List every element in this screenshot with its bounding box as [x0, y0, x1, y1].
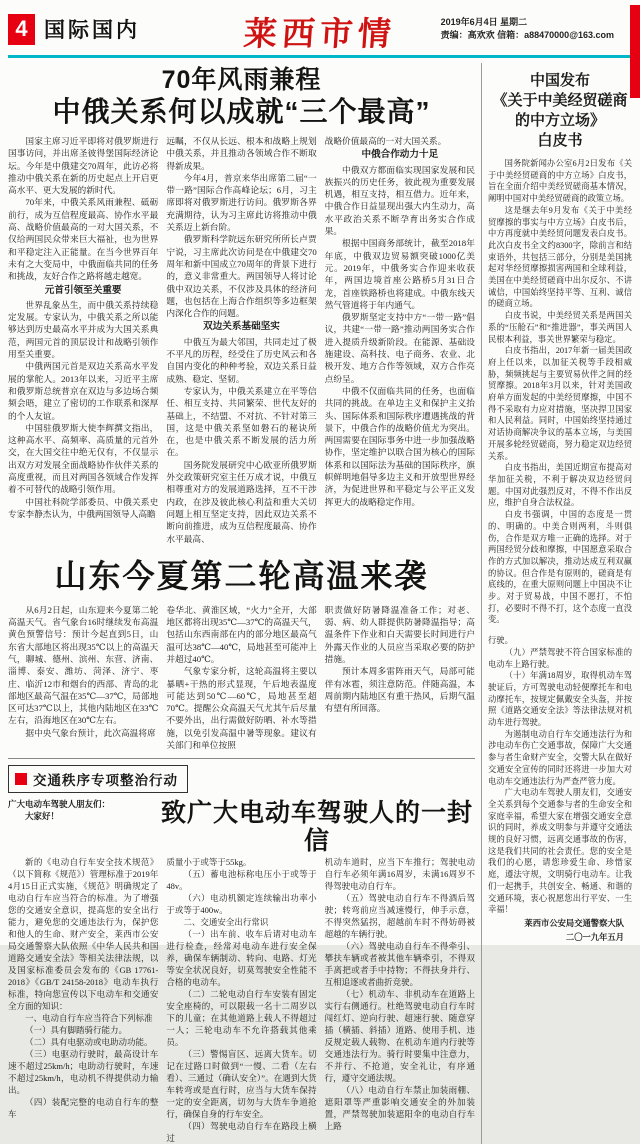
right-column-area	[482, 63, 632, 1144]
paragraph: 质量小于或等于55kg。	[166, 857, 252, 868]
subhead: 双边关系基础坚实	[203, 321, 280, 333]
greeting-line: 大家好！	[25, 811, 60, 822]
paragraph: （十）年满18周岁，取得机动车驾驶证后，方可驾驶电动轻便摩托车和电动摩托车，按规定佩戴安全头盔，并按照《道路交通安全法》等法律法规对机动车进行驾驶。	[488, 671, 632, 728]
article-china-russia-headline	[8, 65, 475, 128]
paragraph: 专家认为，中俄关系建立在平等信任、相互支持、共同繁荣、世代友好的基础上，不结盟、不对抗、不针对第三国，这是中俄关系坚如磐石的秘诀所在，也是中俄关系不断发展的活力所在。	[166, 385, 317, 458]
paragraph: 国家主席习近平即将对俄罗斯进行国事访问，并出席圣彼得堡国际经济论坛。今年是中俄建交70周年，此访必将推动中俄关系在新的历史起点上开启更高水平、更大发展的新时代。	[8, 136, 159, 196]
paragraph: 中俄双方都面临实现国家发展和民族振兴的历史任务，彼此视为重要发展机遇，相互支持，相互借力。近年来，中俄合作日益显现出强大内生动力，高水平政治关系不断孕育出务实合作成果。	[324, 164, 475, 237]
paragraph: 中俄不仅面临共同的任务，也面临共同的挑战。在单边主义和保护主义抬头、国际体系和国际秩序遭遇挑战的背景下，中俄合作的战略价值尤为突出。两国需要在国际事务中进一步加强战略协作，坚定维护以联合国为核心的国际体系和以国际法为基础的国际秩序，旗帜鲜明地倡导多边主义和开放型世界经济，为促进世界和平稳定与公平正义发挥更大的战略稳定作用。	[324, 385, 475, 507]
paragraph: （一）具有脚踏骑行能力。	[25, 1025, 128, 1036]
date-line: 2019年6月4日 星期二	[440, 17, 528, 27]
text-column	[8, 604, 158, 752]
paragraph: 白皮书指出，2017年新一届美国政府上任以来，以加征关税等手段相威胁，频频挑起与主要贸易伙伴之间的经贸摩擦。2018年3月以来，针对美国政府单方面发起的中美经贸摩擦，中国不得不采取有力应对措施，坚决捍卫国家和人民利益。同时，中国始终坚持通过对话协商解决争议的基本立场，与美国开展多轮经贸磋商，努力稳定双边经贸关系。	[488, 346, 632, 461]
paragraph: 卷华北、黄淮区域，“火力”全开，大部地区都将出现35℃—37℃的高温天气，包括山东西南部在内的部分地区最高气温可达38℃—40℃，局地甚至可能冲上并超过40℃。	[166, 604, 317, 664]
paragraph: 俄罗斯科学院远东研究所所长卢贾宁说，习主席此次访问是在中俄建交70周年和新中国成立70周年的背景下进行的，意义非常重大。两国领导人将讨论俄中双边关系，不仅涉及具体的经济问题，也包括在上海合作组织等多边框架内深化合作的问题。	[166, 234, 317, 319]
text-column	[325, 135, 475, 545]
paragraph: 白皮书强调，中国的态度是一贯的、明确的。中美合则两利，斗则俱伤，合作是双方唯一正确的选择。对于两国经贸分歧和摩擦，中国愿意采取合作的方式加以解决，推动达成互利双赢的协议。但合作是有原则的，磋商是有底线的，在重大原则问题上中国决不让步。对于贸易战，中国不愿打，不怕打，必要时不得不打，这个态度一直没变。	[488, 510, 632, 625]
paragraph: 远瞩，不仅从长远、根本和战略上规划中俄关系，并且推动各领域合作不断取得新成果。	[166, 136, 317, 171]
paragraph: 据中央气象台预计，此次高温将席	[25, 727, 156, 738]
masthead: 莱西市情	[242, 14, 398, 53]
paragraph: 二、交通安全出行常识	[183, 917, 269, 928]
article-china-russia	[8, 65, 475, 545]
paragraph: 战略价值最高的一对大国关系。	[324, 136, 447, 146]
header-rule	[8, 55, 632, 58]
letter-salutation	[8, 798, 159, 855]
paragraph: 一、电动自行车应当符合下列标准	[25, 1013, 153, 1024]
paragraph: （七）机动车、非机动车在道路上实行右侧通行。杜绝驾驶电动自行车时闯红灯、逆向行驶、超速行驶、随意穿插（横插、斜插）道路、使用手机、违反规定载人载物、在机动车道内行驶等交通违法行为。骑行时要集中注意力，不并行、不抢道，安全礼让，有序通行，遵守交通法规。	[324, 989, 475, 1084]
paragraph: 中国社科院学部委员、中俄关系史专家李静杰认为，中俄两国领导人高瞻	[8, 496, 159, 519]
article-china-russia-body	[8, 135, 475, 545]
paragraph: （二）二轮电动自行车安装有固定安全座椅的，可以限载一名十二周岁以下的儿童；在其他道路上载人不得超过一人；三轮电动车不允许搭载其他乘员。	[166, 989, 317, 1048]
paragraph: 这是继去年9月发布《关于中美经贸摩擦的事实与中方立场》白皮书后，中方再度就中美经贸问题发表白皮书。此次白皮书全文约8300字，除前言和结束语外，共包括三部分，分别是美国挑起对华经贸摩擦损害两国和全球利益，美国在中美经贸磋商中出尔反尔、不讲诚信，中国始终坚持平等、互利、诚信的磋商立场。	[488, 205, 632, 309]
text-column	[8, 135, 158, 545]
paragraph: 职责做好防暑降温准备工作；对老、弱、病、幼人群提供防暑降温指导；高温条件下作业和白天需要长时间进行户外露天作业的人员应当采取必要的防护措施。	[324, 604, 475, 664]
paragraph: （三）警惕盲区、远离大货车。切记在过路口时做到“一慢、二看（左右看）、三通过（确认安全）”。在遇到大货车转弯或是直行时，应当与大货车保持一定的安全距离，切勿与大货车争道抢行，确保自身的行车安全。	[166, 1049, 317, 1120]
headline-line: 的中方立场》	[514, 112, 605, 129]
paragraph: 新的《电动自行车安全技术规范》（以下简称《规范》）管理标准于2019年4月15日正式实施，《规范》明确规定了电动自行车应当符合的标准。为了增强您的交通安全意识，提高您的安全出行能力，避免您的交通违法行为，保护您和他人的生命、财产安全，莱西市公安局交通警察大队依照《中华人民共和国道路交通安全法》等相关法律法规，以及国家标准委员会发布的《GB 17761-2018》《GB/T 24158-2018》电动车执行标准，特向您宣传以下电动车和交通安全方面的知识：	[8, 857, 159, 1012]
page-content	[8, 63, 632, 1144]
headline-line: 中国发布	[529, 72, 590, 89]
paragraph: 中俄互为最大邻国，共同走过了极不平凡的历程，经受住了历史风云和各自国内变化的种种考验，双边关系日益成熟、稳定、坚韧。	[166, 336, 317, 384]
article-heatwave	[8, 551, 475, 752]
paragraph: 机动车道时，应当下车推行；驾驶电动自行车必须年满16周岁，未满16周岁不得驾驶电动自行车。	[324, 857, 475, 892]
paragraph: （一）出车前、收车后请对电动车进行检查，经常对电动车进行安全保养，确保车辆制动、转向、电路、灯光等安全状况良好，切莫驾驶安全性能不合格的电动车。	[166, 929, 317, 988]
article-whitepaper-body	[488, 158, 632, 626]
paragraph: （二）具有电驱动或电助动功能。	[25, 1037, 153, 1048]
paragraph: （九）严禁驾驶不符合国家标准的电动车上路行驶。	[488, 647, 632, 669]
paragraph: 国务院发展研究中心欧亚所俄罗斯外交政策研究室主任万成才说，中俄互相尊重对方的发展道路选择，互不干涉内政，在涉及彼此核心利益和重大关切问题上相互坚定支持，因此双边关系不断向前推进，成为互信程度最高、协作水平最高、	[166, 459, 317, 544]
text-column	[325, 856, 475, 1144]
text-column	[166, 135, 316, 545]
headline-line: 《关于中美经贸磋商	[492, 92, 628, 109]
paragraph: 为遏制电动自行车交通违法行为和涉电动车伤亡交通事故，保障广大交通参与者生命财产安全，交警大队在做好交通安全宣传的同时还将进一步加大对电动车交通违法行为严查严管力度。	[488, 729, 632, 786]
section-title: 国际国内	[44, 19, 140, 42]
left-column-area	[8, 63, 481, 1144]
paragraph: 俄罗斯坚定支持中方“一带一路”倡议，共建“一带一路”推动两国务实合作进入提质升级新阶段。在能源、基础设施建设、高科技、电子商务、农业、北极开发、地方合作等领域，双方合作亮点纷呈。	[324, 312, 475, 384]
headline-line-2: 中俄关系何以成就“三个最高”	[52, 96, 431, 127]
paragraph: 预计本周多雷阵雨天气，局部可能伴有冰雹，须注意防范。伴随高温，本周前期内陆地区有重干热风，后期气温有望有所回落。	[324, 666, 475, 714]
page-number-badge: 4	[8, 14, 35, 45]
paragraph: 气象专家分析，这轮高温将主要以暴晒+干热的形式显现，午后地表温度可能达到50℃—60℃，局地甚至超70℃。提醒公众高温天气尤其午后尽量不要外出，出行需做好防晒、补水等措施，以免引发高温中暑等现象。建议有关部门和单位按照	[166, 666, 317, 751]
red-edge-bar	[630, 5, 640, 98]
text-column	[166, 604, 316, 752]
subhead: 元首引领至关重要	[44, 284, 122, 296]
article-letter	[8, 758, 475, 1144]
article-letter-headline: 致广大电动车驾驶人的一封信	[160, 799, 473, 856]
signature-line: 莱西市公安局交通警察大队	[524, 919, 624, 928]
paragraph: 白皮书指出，美国近期宣布提高对华加征关税，不利于解决双边经贸问题。中国对此强烈反对，不得不作出反应，维护自身合法权益。	[488, 463, 632, 508]
header-dateline	[441, 16, 614, 42]
section-badge-label: 交通秩序专项整治行动	[33, 773, 178, 789]
headline-line-1: 70年风雨兼程	[161, 66, 322, 94]
paragraph: （三）电驱动行驶时，最高设计车速不超过25km/h；电助动行驶时，车速不超过25km/h，电动机不得提供动力输出。	[8, 1049, 159, 1096]
paragraph: 行驶。	[488, 636, 513, 646]
paragraph: （八）电动自行车禁止加装雨棚、遮阳罩等严重影响交通安全的外加装置，严禁驾驶加装遮阳伞的电动自行车上路	[324, 1085, 475, 1132]
paragraph: （四）驾驶电动自行车在路段上横过	[166, 1121, 317, 1144]
paragraph: （五）驾驶电动自行车不得酒后驾驶；转弯前应当减速慢行，伸手示意，不得突然猛拐，超越前车时不得妨碍被超越的车辆行驶。	[324, 893, 475, 940]
paragraph: 中国驻俄罗斯大使李辉撰文指出，这种高水平、高频率、高质量的元首外交，在大国交往中绝无仅有，不仅显示出双方对发展全面战略协作伙伴关系的高度重视，而且对两国各领域合作发挥着不可替代的战略引领作用。	[8, 422, 159, 495]
paragraph: 白皮书说，中美经贸关系是两国关系的“压舱石”和“推进器”，事关两国人民根本利益，事关世界繁荣与稳定。	[488, 311, 632, 344]
text-column	[166, 856, 316, 1144]
paragraph: 从6月2日起，山东迎来今夏第二轮高温天气。省气象台16时继续发布高温黄色预警信号：预计今起直到5日，山东省大部地区将出现35℃以上的高温天气，聊城、德州、滨州、东营、济南、淄博、泰安、潍坊、菏泽、济宁、枣庄、临沂12市和烟台的西部、青岛的北部地区最高气温在35℃—37℃，局部地区可达37℃以上，其他内陆地区在33℃左右，沿海地区在30℃左右。	[8, 604, 159, 726]
article-heatwave-headline: 山东今夏第二轮高温来袭	[54, 557, 429, 594]
section-badge	[8, 765, 188, 793]
paragraph: 中俄两国元首是双边关系高水平发展的掌舵人。2013年以来，习近平主席和俄罗斯总统普京在双边与多边场合频频会晤，建立了密切的工作联系和深厚的个人友谊。	[8, 361, 159, 421]
paragraph: （五）蓄电池标称电压小于或等于48v。	[166, 869, 317, 892]
text-column	[8, 856, 158, 1144]
signature-line: 二〇一九年五月	[565, 932, 624, 942]
article-heatwave-body	[8, 604, 475, 752]
paragraph: 国务院新闻办公室6月2日发布《关于中美经贸磋商的中方立场》白皮书，旨在全面介绍中美经贸磋商基本情况，阐明中国对中美经贸磋商的政策立场。	[488, 159, 632, 204]
paragraph: 世界乱象丛生，而中俄关系持续稳定发展。专家认为，中俄关系之所以能够达到历史最高水平并成为大国关系典范，两国元首的顶层设计和战略引领作用至关重要。	[8, 299, 159, 360]
paragraph: （六）驾驶电动自行车不得牵引、攀扶车辆或者被其他车辆牵引，不得双手离把或者手中持物；不得扶身并行、互相追逐或者曲折竞驶。	[324, 941, 475, 988]
paragraph: 广大电动车驾驶人朋友们，交通安全关系到每个交通参与者的生命安全和家庭幸福，希望大家在增强交通安全意识的同时，养成文明参与并遵守交通法规的良好习惯，远离交通事故的伤害，这是我们共同的社会责任。您的安全是我们的心愿，请您珍爱生命、珍惜家庭，遵法守规，文明骑行电动车。让我们一起携手，共创安全、畅通、和谐的交通环境，衷心祝愿您出行平安、一生幸福！	[488, 788, 632, 915]
paragraph: 根据中国商务部统计，截至2018年年底，中俄双边贸易额突破1000亿美元。2019年，中俄务实合作迎来收获年，两国边境首座公路桥5月31日合龙，首座铁路桥也将建成。中俄东线天然气管道将于年内通气。	[324, 238, 475, 310]
subhead: 中俄合作动力十足	[361, 149, 439, 161]
paragraph: 70年来，中俄关系风雨兼程、砥砺前行，成为互信程度最高、协作水平最高、战略价值最高的一对大国关系，不仅给两国民众带来巨大福祉，也为世界和平稳定注入正能量。在当今世界百年未有之大变局中，中俄面临共同的任务和挑战，友好合作之路将越走越宽。	[8, 197, 159, 282]
article-letter-column-4	[488, 635, 632, 943]
salutation-line: 广大电动车驾驶人朋友们：	[8, 799, 111, 810]
headline-line: 白皮书	[537, 132, 583, 149]
page-header	[8, 6, 632, 52]
paragraph: （六）电动机额定连续输出功率小于或等于400w。	[166, 893, 317, 916]
article-letter-body	[8, 856, 475, 1144]
article-whitepaper-headline	[488, 71, 632, 151]
editor-line: 责编：高欢欢 信箱：a88470000@163.com	[440, 30, 614, 40]
letter-top-row	[8, 798, 475, 855]
paragraph: 今年4月，普京来华出席第二届“一带一路”国际合作高峰论坛；6月，习主席即将对俄罗斯进行访问。俄罗斯各界充满期待，认为习主席此访将推动中俄关系迈上新台阶。	[166, 172, 317, 233]
red-square-icon	[15, 773, 27, 785]
paragraph: （四）装配完整的电动自行车的整车	[8, 1097, 159, 1120]
text-column	[325, 604, 475, 752]
